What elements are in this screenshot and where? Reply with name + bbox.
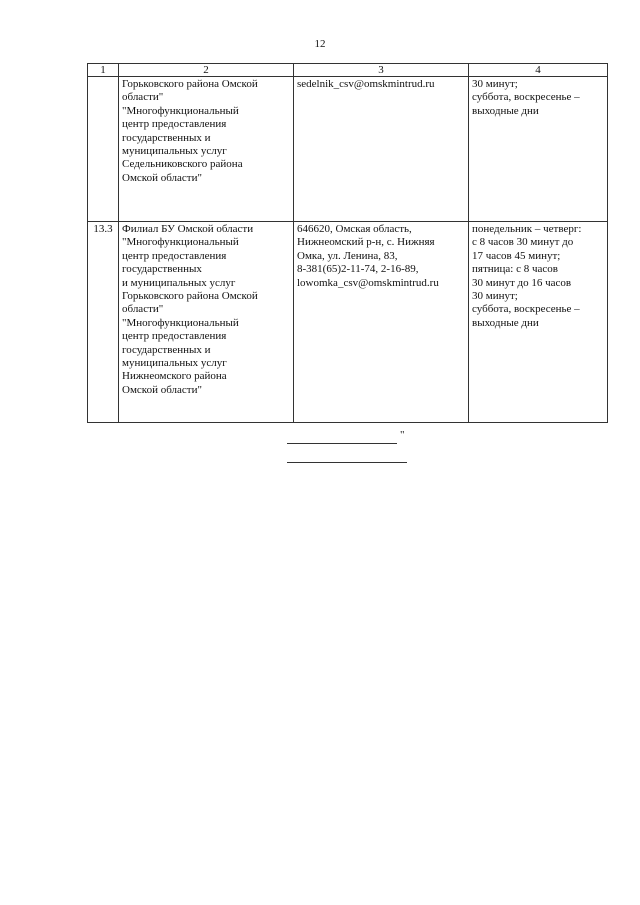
cell-line: sedelnik_csv@omskmintrud.ru	[297, 78, 435, 90]
cell-line: "Многофункциональный	[122, 316, 239, 329]
schedule-cell	[469, 77, 608, 222]
cell-line: Горьковского района Омской	[122, 78, 258, 90]
cell-line: Нижнеомского района	[122, 370, 227, 383]
cell-line: 8-381(65)2-11-74, 2-16-89,	[297, 263, 419, 276]
cell-line: суббота, воскресенье –	[472, 91, 580, 104]
column-header: 2	[119, 64, 294, 77]
cell-line: Нижнеомский р-н, с. Нижняя	[297, 236, 435, 249]
contacts-cell	[294, 77, 469, 222]
cell-line: и муниципальных услуг	[122, 276, 236, 289]
cell-line: 30 минут;	[472, 290, 518, 303]
cell-line: Омка, ул. Ленина, 83,	[297, 249, 398, 262]
cell-line: области"	[122, 303, 164, 316]
page-number: 12	[314, 38, 326, 50]
cell-line: 646620, Омская область,	[297, 223, 412, 235]
cell-line: области"	[122, 91, 164, 104]
cell-line: суббота, воскресенье –	[472, 303, 580, 316]
cell-line: муниципальных услуг	[122, 145, 227, 158]
cell-line: Омской области"	[122, 383, 202, 396]
end-rule	[287, 462, 407, 463]
cell-line: государственных и	[122, 131, 211, 144]
cell-line: понедельник – четверг:	[472, 223, 582, 235]
cell-line: 30 минут;	[472, 78, 518, 90]
cell-line: муниципальных услуг	[122, 357, 227, 370]
cell-line: пятница: с 8 часов	[472, 263, 558, 276]
cell-line: 30 минут до 16 часов	[472, 276, 572, 289]
cell-line: государственных	[122, 263, 202, 276]
organization-cell	[119, 222, 294, 423]
cell-line: центр предоставления	[122, 330, 227, 343]
column-header: 1	[88, 64, 119, 77]
row-number: 13.3	[88, 222, 119, 423]
row-number	[88, 77, 119, 222]
contacts-cell	[294, 222, 469, 423]
cell-line: выходные дни	[472, 316, 539, 329]
table-header-row	[88, 64, 608, 77]
schedule-cell	[469, 222, 608, 423]
cell-line: центр предоставления	[122, 249, 227, 262]
closing-rule	[287, 433, 397, 444]
organization-cell	[119, 77, 294, 222]
table-row	[88, 77, 608, 222]
cell-line: Горьковского района Омской	[122, 290, 258, 303]
cell-line: с 8 часов 30 минут до	[472, 236, 574, 249]
column-header: 3	[294, 64, 469, 77]
offices-table	[87, 63, 608, 423]
column-header: 4	[469, 64, 608, 77]
cell-line: lowomka_csv@omskmintrud.ru	[297, 276, 439, 289]
cell-line: Филиал БУ Омской области	[122, 223, 254, 235]
cell-line: Седельниковского района	[122, 158, 243, 171]
cell-line: "Многофункциональный	[122, 236, 239, 249]
table-row	[88, 222, 608, 423]
cell-line: выходные дни	[472, 104, 539, 117]
closing-quote: "	[400, 429, 405, 441]
cell-line: "Многофункциональный	[122, 104, 239, 117]
cell-line: государственных и	[122, 343, 211, 356]
cell-line: центр предоставления	[122, 118, 227, 131]
cell-line: Омской области"	[122, 171, 202, 184]
cell-line: 17 часов 45 минут;	[472, 249, 561, 262]
